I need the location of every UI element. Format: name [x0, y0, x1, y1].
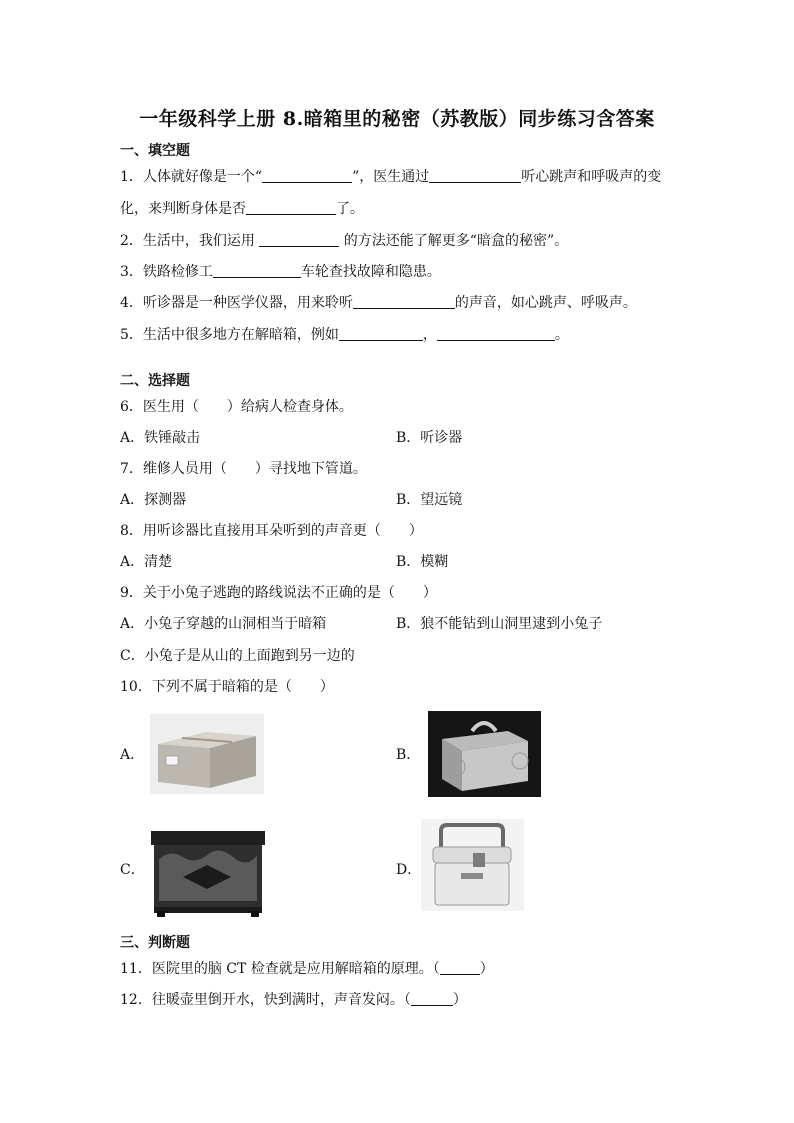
blank-1c[interactable] [246, 200, 336, 215]
q9-option-a[interactable]: A．小兔子穿越的山洞相当于暗箱 [120, 616, 327, 632]
q10-option-a[interactable]: A． [120, 747, 145, 763]
question-9: 9．关于小兔子逃跑的路线说法不正确的是（ ） [120, 585, 437, 601]
section-choice-heading: 二、选择题 [120, 373, 190, 389]
blank-12[interactable] [411, 991, 453, 1006]
q10-option-c[interactable]: C． [120, 862, 145, 878]
question-5: 5．生活中很多地方在解暗箱，例如 ， 。 [120, 327, 569, 343]
question-3: 3．铁路检修工 车轮查找故障和隐患。 [120, 264, 441, 280]
blank-5a[interactable] [339, 326, 423, 341]
blank-2[interactable] [259, 232, 339, 247]
blank-1b[interactable] [429, 168, 521, 183]
question-12: 12．往暖壶里倒开水，快到满时，声音发闷。（ ） [120, 992, 467, 1008]
section-judge-heading: 三、判断题 [120, 935, 190, 951]
q8-option-a[interactable]: A．清楚 [120, 554, 173, 570]
q7-option-a[interactable]: A．探测器 [120, 492, 187, 508]
q8-option-b[interactable]: B．模糊 [396, 554, 449, 570]
page-title: 一年级科学上册 8.暗箱里的秘密（苏教版）同步练习含答案 [139, 108, 655, 130]
blank-4[interactable] [353, 294, 455, 309]
question-4: 4．听诊器是一种医学仪器，用来聆听 的声音，如心跳声、呼吸声。 [120, 295, 637, 311]
section-fill-heading: 一、填空题 [120, 143, 190, 159]
question-8: 8．用听诊器比直接用耳朵听到的声音更（ ） [120, 523, 423, 539]
q6-option-a[interactable]: A．铁锤敲击 [120, 430, 201, 446]
blank-1a[interactable] [262, 168, 352, 183]
blank-11[interactable] [440, 960, 480, 975]
q9-option-b[interactable]: B．狼不能钻到山洞里逮到小兔子 [396, 616, 603, 632]
question-10: 10．下列不属于暗箱的是（ ） [120, 679, 334, 695]
q9-option-c[interactable]: C．小兔子是从山的上面跑到另一边的 [120, 648, 355, 664]
q10-option-b[interactable]: B． [396, 747, 421, 763]
question-7: 7．维修人员用（ ）寻找地下管道。 [120, 461, 367, 477]
question-2: 2．生活中，我们运用 的方法还能了解更多“暗盒的秘密”。 [120, 233, 569, 249]
cardboard-box-image[interactable] [150, 714, 264, 794]
cooler-box-image[interactable] [421, 819, 524, 911]
question-1-line-2: 化，来判断身体是否 了。 [120, 201, 364, 217]
q7-option-b[interactable]: B．望远镜 [396, 492, 463, 508]
transparent-box-image[interactable] [428, 711, 541, 797]
question-11: 11．医院里的脑 CT 检查就是应用解暗箱的原理。（ ） [120, 961, 494, 977]
q6-option-b[interactable]: B．听诊器 [396, 430, 463, 446]
q10-option-d[interactable]: D． [396, 862, 422, 878]
blank-5b[interactable] [437, 326, 555, 341]
blank-3[interactable] [213, 263, 301, 278]
question-6: 6．医生用（ ）给病人检查身体。 [120, 399, 353, 415]
question-1-line-1: 1．人体就好像是一个“ ”，医生通过 听心跳声和呼吸声的变 [120, 169, 662, 185]
dark-cabinet-image[interactable] [145, 825, 270, 917]
